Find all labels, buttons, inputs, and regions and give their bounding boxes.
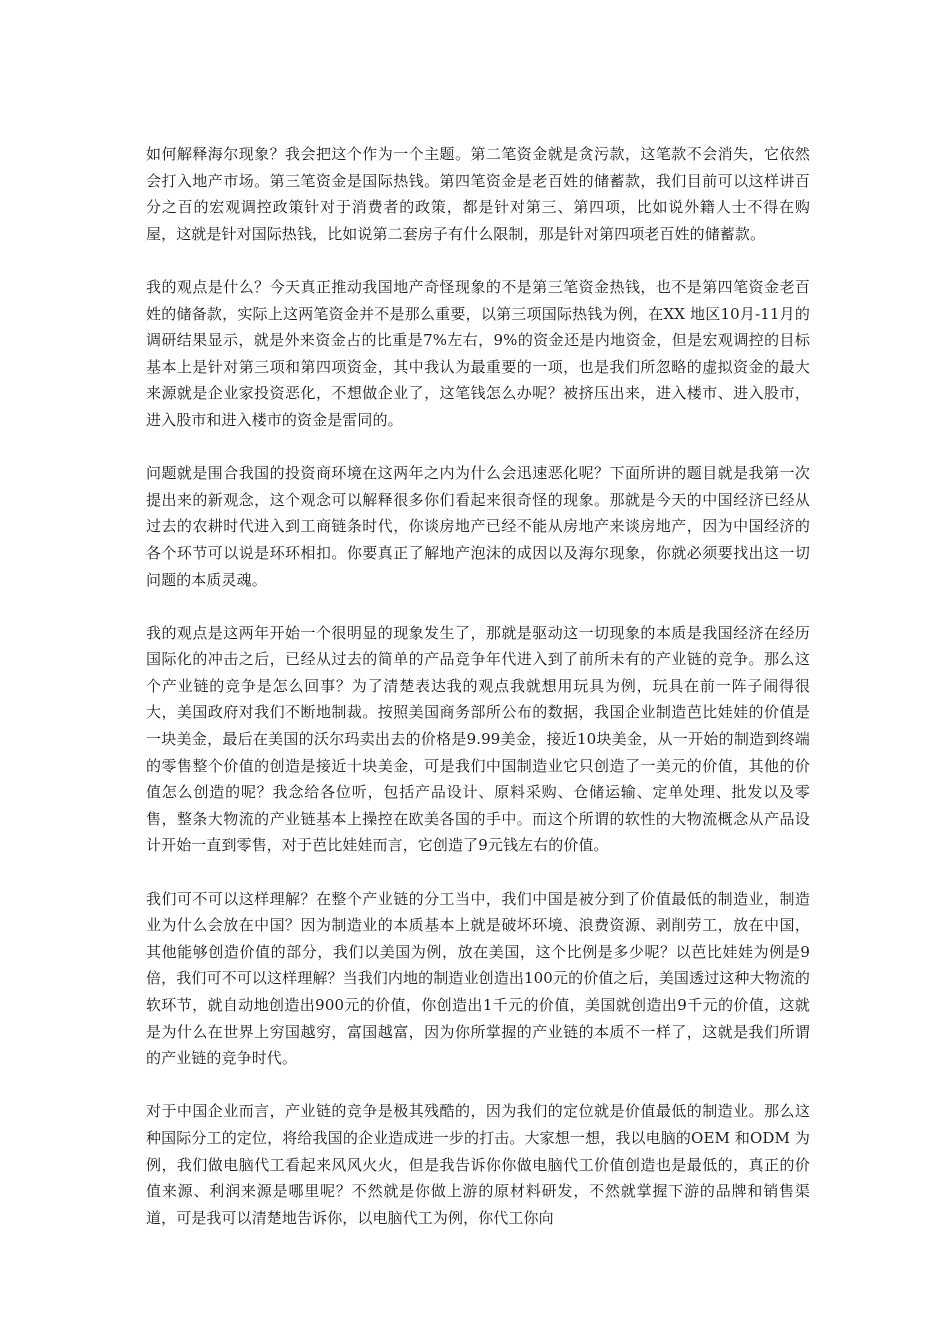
paragraph-2: 我的观点是什么？今天真正推动我国地产奇怪现象的不是第三笔资金热钱，也不是第四笔资金老百姓的储备款，实际上这两笔资金并不是那么重要，以第三项国际热钱为例，在XX 地区10月-11月的调研结果显示，就是外来资金占的比重是7%左右，9%的资金还是内地资金，但是宏观调控的目标基本上是针对第三项和第四项资金，其中我认为最重要的一项，也是我们所忽略的虚拟资金的最大来源就是企业家投资恶化，不想做企业了，这笔钱怎么办呢？被挤压出来，进入楼市、进入股市，进入股市和进入楼市的资金是雷同的。 [146, 277, 810, 429]
paragraph-3: 问题就是围合我国的投资商环境在这两年之内为什么会迅速恶化呢？下面所讲的题目就是我第一次提出来的新观念，这个观念可以解释很多你们看起来很奇怪的现象。那就是今天的中国经济已经从过去的农耕时代进入到工商链条时代，你谈房地产已经不能从房地产来谈房地产，因为中国经济的各个环节可以说是环环相扣。你要真正了解地产泡沫的成因以及海尔现象，你就必须要找出这一切问题的本质灵魂。 [146, 464, 810, 589]
paragraph-4: 我的观点是这两年开始一个很明显的现象发生了，那就是驱动这一切现象的本质是我国经济在经历国际化的冲击之后，已经从过去的简单的产品竞争年代进入到了前所未有的产业链的竞争。那么这个产业链的竞争是怎么回事？为了清楚表达我的观点我就想用玩具为例，玩具在前一阵子闹得很大，美国政府对我们不断地制裁。按照美国商务部所公布的数据，我国企业制造芭比娃娃的价值是一块美金，最后在美国的沃尔玛卖出去的价格是9.99美金，接近10块美金，从一开始的制造到终端的零售整个价值的创造是接近十块美金，可是我们中国制造业它只创造了一美元的价值，其他的价值怎么创造的呢？我念给各位听，包括产品设计、原料采购、仓储运输、定单处理、批发以及零售，整条大物流的产业链基本上操控在欧美各国的手中。而这个所谓的软性的大物流概念从产品设计开始一直到零售，对于芭比娃娃而言，它创造了9元钱左右的价值。 [146, 623, 810, 855]
document-body [146, 141, 810, 1258]
paragraph-1: 如何解释海尔现象？我会把这个作为一个主题。第二笔资金就是贪污款，这笔款不会消失，它依然会打入地产市场。第三笔资金是国际热钱。第四笔资金是老百姓的储蓄款，我们目前可以这样讲百分之百的宏观调控政策针对于消费者的政策，都是针对第三、第四项，比如说外籍人士不得在购屋，这就是针对国际热钱，比如说第二套房子有什么限制，那是针对第四项老百姓的储蓄款。 [146, 145, 810, 243]
paragraph-6: 对于中国企业而言，产业链的竞争是极其残酷的，因为我们的定位就是价值最低的制造业。那么这种国际分工的定位，将给我国的企业造成进一步的打击。大家想一想，我以电脑的OEM 和ODM 为例，我们做电脑代工看起来风风火火，但是我告诉你你做电脑代工价值创造也是最低的，真正的价值来源、利润来源是哪里呢？不然就是你做上游的原材料研发，不然就掌握下游的品牌和销售渠道，可是我可以清楚地告诉你，以电脑代工为例，你代工你向 [146, 1102, 810, 1227]
paragraph-5: 我们可不可以这样理解？在整个产业链的分工当中，我们中国是被分到了价值最低的制造业，制造业为什么会放在中国？因为制造业的本质基本上就是破坏环境、浪费资源、剥削劳工，放在中国，其他能够创造价值的部分，我们以美国为例，放在美国，这个比例是多少呢？以芭比娃娃为例是9倍，我们可不可以这样理解？当我们内地的制造业创造出100元的价值之后，美国透过这种大物流的软环节，就自动地创造出900元的价值，你创造出1千元的价值，美国就创造出9千元的价值，这就是为什么在世界上穷国越穷，富国越富，因为你所掌握的产业链的本质不一样了，这就是我们所谓的产业链的竞争时代。 [146, 889, 810, 1068]
